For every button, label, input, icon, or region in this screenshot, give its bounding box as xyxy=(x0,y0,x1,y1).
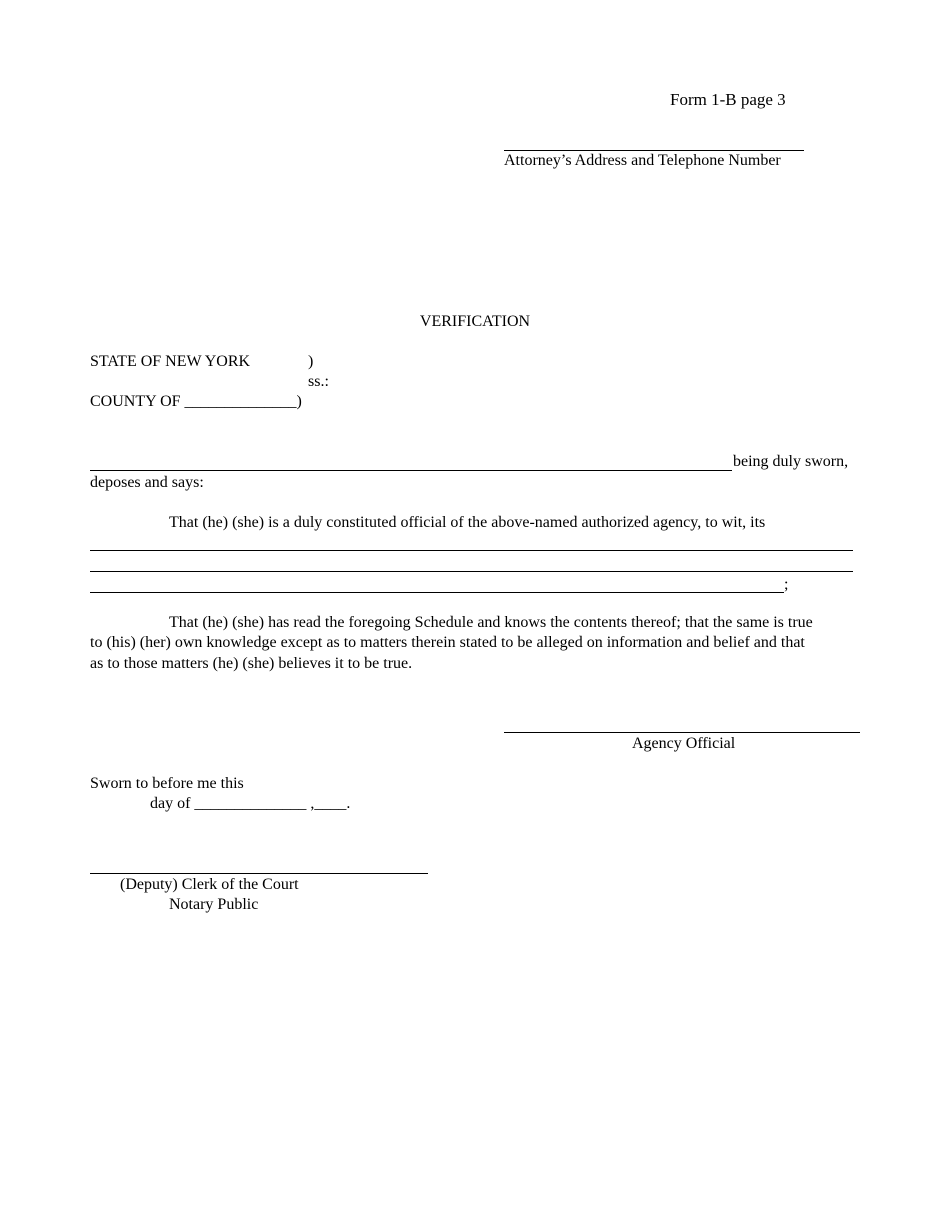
venue-county: COUNTY OF ______________) xyxy=(90,393,302,410)
attorney-caption: Attorney’s Address and Telephone Number xyxy=(504,152,781,169)
paragraph-2-line-2: to (his) (her) own knowledge except as to matters therein stated to be alleged on information and belief and that xyxy=(90,634,805,651)
paragraph-1-line-1 xyxy=(90,550,853,551)
paragraph-1-semicolon: ; xyxy=(784,576,789,593)
agency-official-signature-line xyxy=(504,732,860,733)
form-label: Form 1-B page 3 xyxy=(670,90,786,109)
agency-official-label: Agency Official xyxy=(632,735,736,752)
jurat-day-of: day of ______________ ,____. xyxy=(150,795,351,812)
affiant-sworn-text: being duly sworn, xyxy=(733,453,849,470)
venue-paren: ) xyxy=(308,353,314,370)
affiant-name-line xyxy=(90,470,732,471)
affiant-deposes: deposes and says: xyxy=(90,474,204,491)
venue-ss: ss.: xyxy=(308,373,329,390)
page-title: VERIFICATION xyxy=(419,313,531,330)
clerk-title: (Deputy) Clerk of the Court xyxy=(120,876,299,893)
notary-label: Notary Public xyxy=(169,896,259,913)
paragraph-2-line-3: as to those matters (he) (she) believes it to be true. xyxy=(90,655,413,672)
jurat-sworn-before: Sworn to before me this xyxy=(90,775,244,792)
paragraph-1-line-3 xyxy=(90,592,784,593)
paragraph-1-text: That (he) (she) is a duly constituted official of the above-named authorized agency, to wit, its xyxy=(169,514,766,531)
venue-state: STATE OF NEW YORK xyxy=(90,353,251,370)
paragraph-2-line-1: That (he) (she) has read the foregoing Schedule and knows the contents thereof; that the same is true xyxy=(169,614,813,631)
clerk-signature-line xyxy=(90,873,428,874)
paragraph-1-line-2 xyxy=(90,571,853,572)
